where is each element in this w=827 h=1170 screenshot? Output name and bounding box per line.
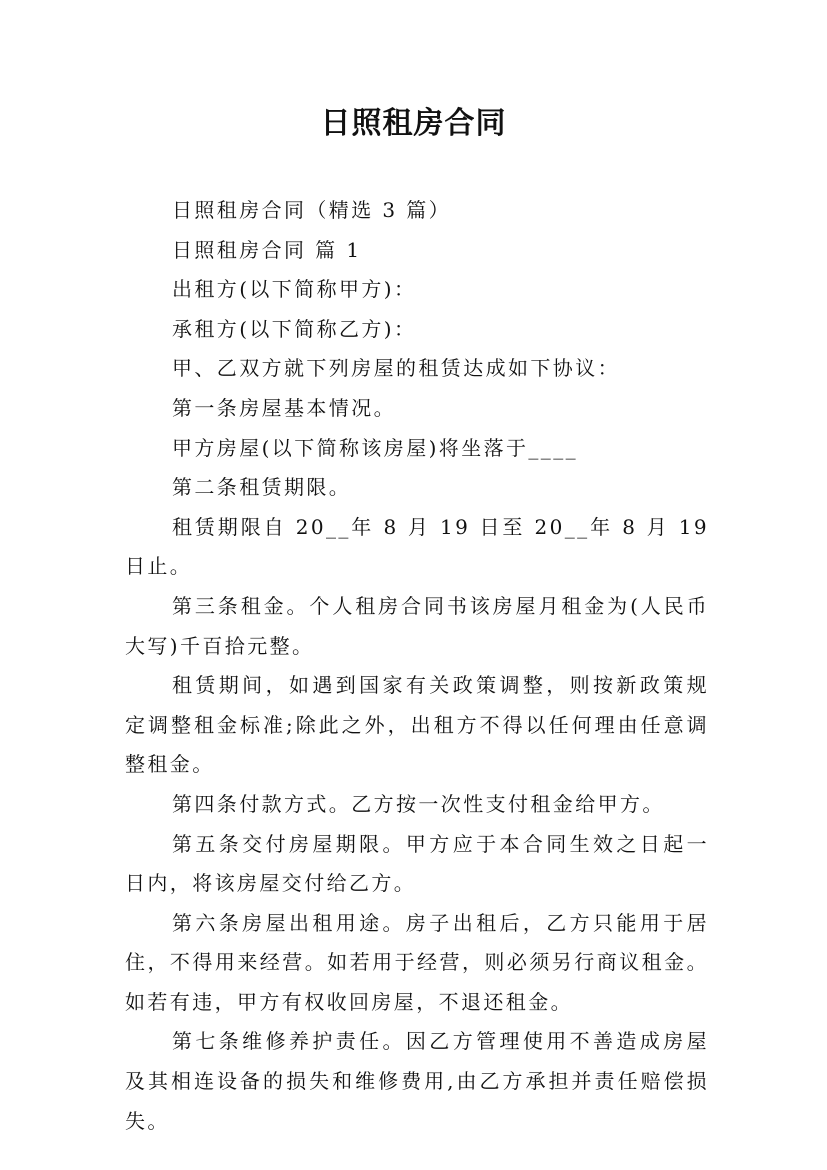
paragraph-section-heading: 日照租房合同 篇 1 — [172, 237, 362, 262]
paragraph-article-6-usage: 第六条房屋出租用途。房子出租后，乙方只能用于居住，不得用来经营。如若用于经营，则必须另行商议租金。如若有违，甲方有权收回房屋，不退还租金。 — [125, 910, 709, 1014]
paragraph-agreement-intro: 甲、乙双方就下列房屋的租赁达成如下协议： — [172, 356, 620, 381]
paragraph-article-3-rent: 第三条租金。个人租房合同书该房屋月租金为(人民币大写)千百拾元整。 — [125, 593, 709, 658]
paragraph-lessee: 承租方(以下简称乙方)： — [172, 316, 417, 341]
paragraph-lessor: 出租方(以下简称甲方)： — [172, 277, 417, 302]
paragraph-article-2: 第二条租赁期限。 — [172, 475, 352, 500]
paragraph-rent-adjustment: 租赁期间，如遇到国家有关政策调整，则按新政策规定调整租金标准;除此之外，出租方不得以任何理由任意调整租金。 — [125, 673, 709, 777]
paragraph-property-location: 甲方房屋(以下简称该房屋)将坐落于____ — [172, 435, 579, 460]
document-body — [125, 191, 709, 1141]
paragraph-article-4-payment: 第四条付款方式。乙方按一次性支付租金给甲方。 — [172, 791, 665, 816]
paragraph-article-1: 第一条房屋基本情况。 — [172, 395, 396, 420]
paragraph-subtitle: 日照租房合同（精选 3 篇） — [172, 198, 452, 222]
document-title: 日照租房合同 — [320, 106, 507, 141]
paragraph-article-5-delivery: 第五条交付房屋期限。甲方应于本合同生效之日起一日内，将该房屋交付给乙方。 — [125, 831, 709, 896]
paragraph-lease-term: 租赁期限自 20__年 8 月 19 日至 20__年 8 月 19 日止。 — [125, 514, 710, 579]
paragraph-article-7-maintenance: 第七条维修养护责任。因乙方管理使用不善造成房屋及其相连设备的损失和维修费用,由乙方承担并责任赔偿损失。 — [125, 1029, 709, 1133]
